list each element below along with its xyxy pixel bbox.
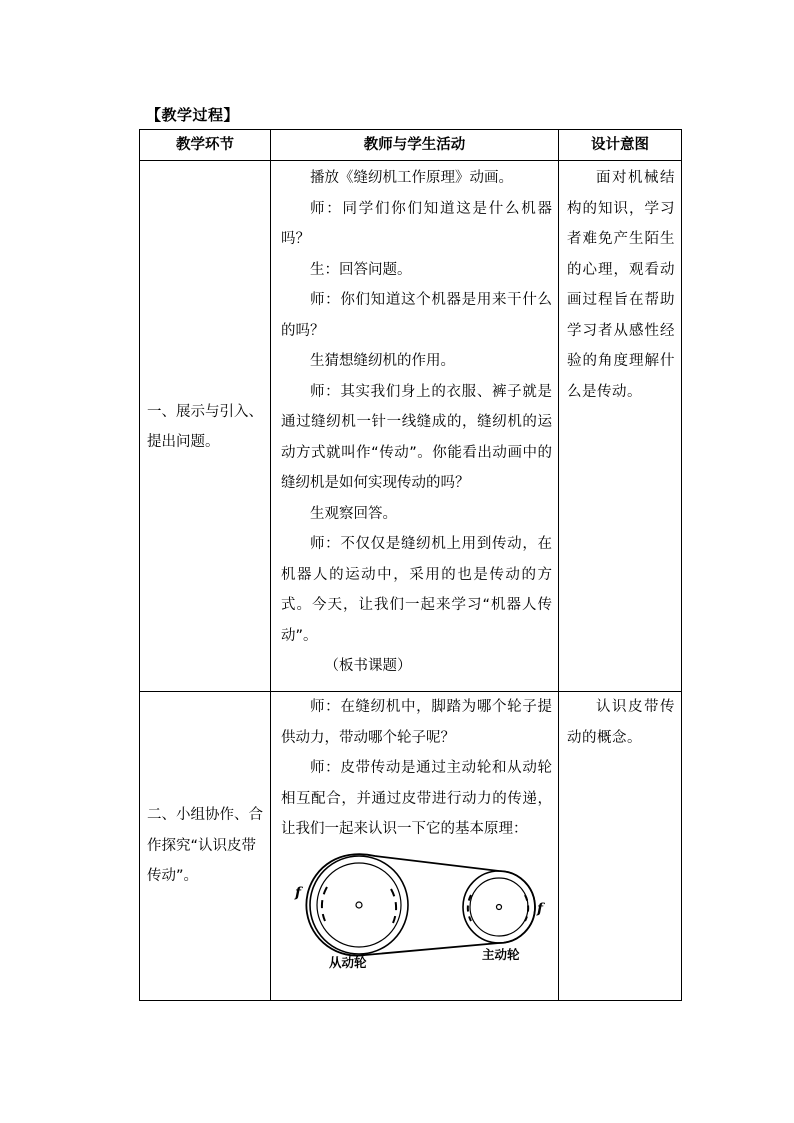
header-stage: 教学环节 [140,130,271,161]
header-intent: 设计意图 [559,130,682,161]
board-note: （板书课题） [324,658,412,674]
driver-wheel-inner [470,878,528,936]
driver-wheel-label: 主动轮 [482,946,520,962]
activity-line: 师：不仅仅是缝纫机上用到传动，在机器人的运动中，采用的也是传动的方式。今天，让我们一起来学习“机器人传动”。 [281,536,552,644]
force-label-left: f [295,884,302,901]
activity-line: 播放《缝纫机工作原理》动画。 [310,170,513,186]
table-header-row [140,130,682,161]
intent-text: 认识皮带传动的概念。 [567,699,675,746]
activities-cell [271,692,559,1001]
activity-line: 师：在缝纫机中，脚踏为哪个轮子提供动力，带动哪个轮子呢？ [281,699,552,746]
activity-line: 生：回答问题。 [310,261,412,278]
activity-line: 师：你们知道这个机器是用来干什么的吗？ [281,292,552,339]
intent-cell [559,161,682,692]
intent-cell [559,692,682,1001]
intent-text: 面对机械结构的知识，学习者难免产生陌生的心理，观看动画过程旨在帮助学习者从感性经验的角度理解什么是传动。 [567,170,675,400]
activity-line: 师：其实我们身上的衣服、裤子就是通过缝纫机一针一线缝成的，缝纫机的运动方式就叫作“传动”。你能看出动画中的缝纫机是如何实现传动的吗？ [281,383,552,491]
header-activities: 教师与学生活动 [271,130,559,161]
force-label-right: f [537,900,544,917]
driven-wheel-hub [356,902,362,908]
stage-text: 一、展示与引入、提出问题。 [147,403,263,450]
stage-cell [140,692,271,1001]
stage-text: 二、小组协作、合作探究“认识皮带传动”。 [147,807,263,885]
activities-cell [271,161,559,692]
driven-wheel-inner [317,863,401,947]
driven-wheel-label: 从动轮 [329,954,367,970]
driver-wheel-hub [497,904,502,909]
activity-line: 生观察回答。 [310,505,397,522]
belt-drive-diagram [287,847,549,971]
activity-line: 师：同学们你们知道这是什么机器吗？ [281,200,552,247]
teaching-process-table [139,129,682,1001]
stage-cell [140,161,271,692]
activity-line: 生猜想缝纫机的作用。 [310,353,455,369]
table-row [140,161,682,692]
table-row [140,692,682,1001]
section-title: 【教学过程】 [146,106,240,124]
driven-wheel-outer [310,856,408,954]
activity-line: 师：皮带传动是通过主动轮和从动轮相互配合，并通过皮带进行动力的传递，让我们一起来认识一下它的基本原理： [281,760,552,837]
